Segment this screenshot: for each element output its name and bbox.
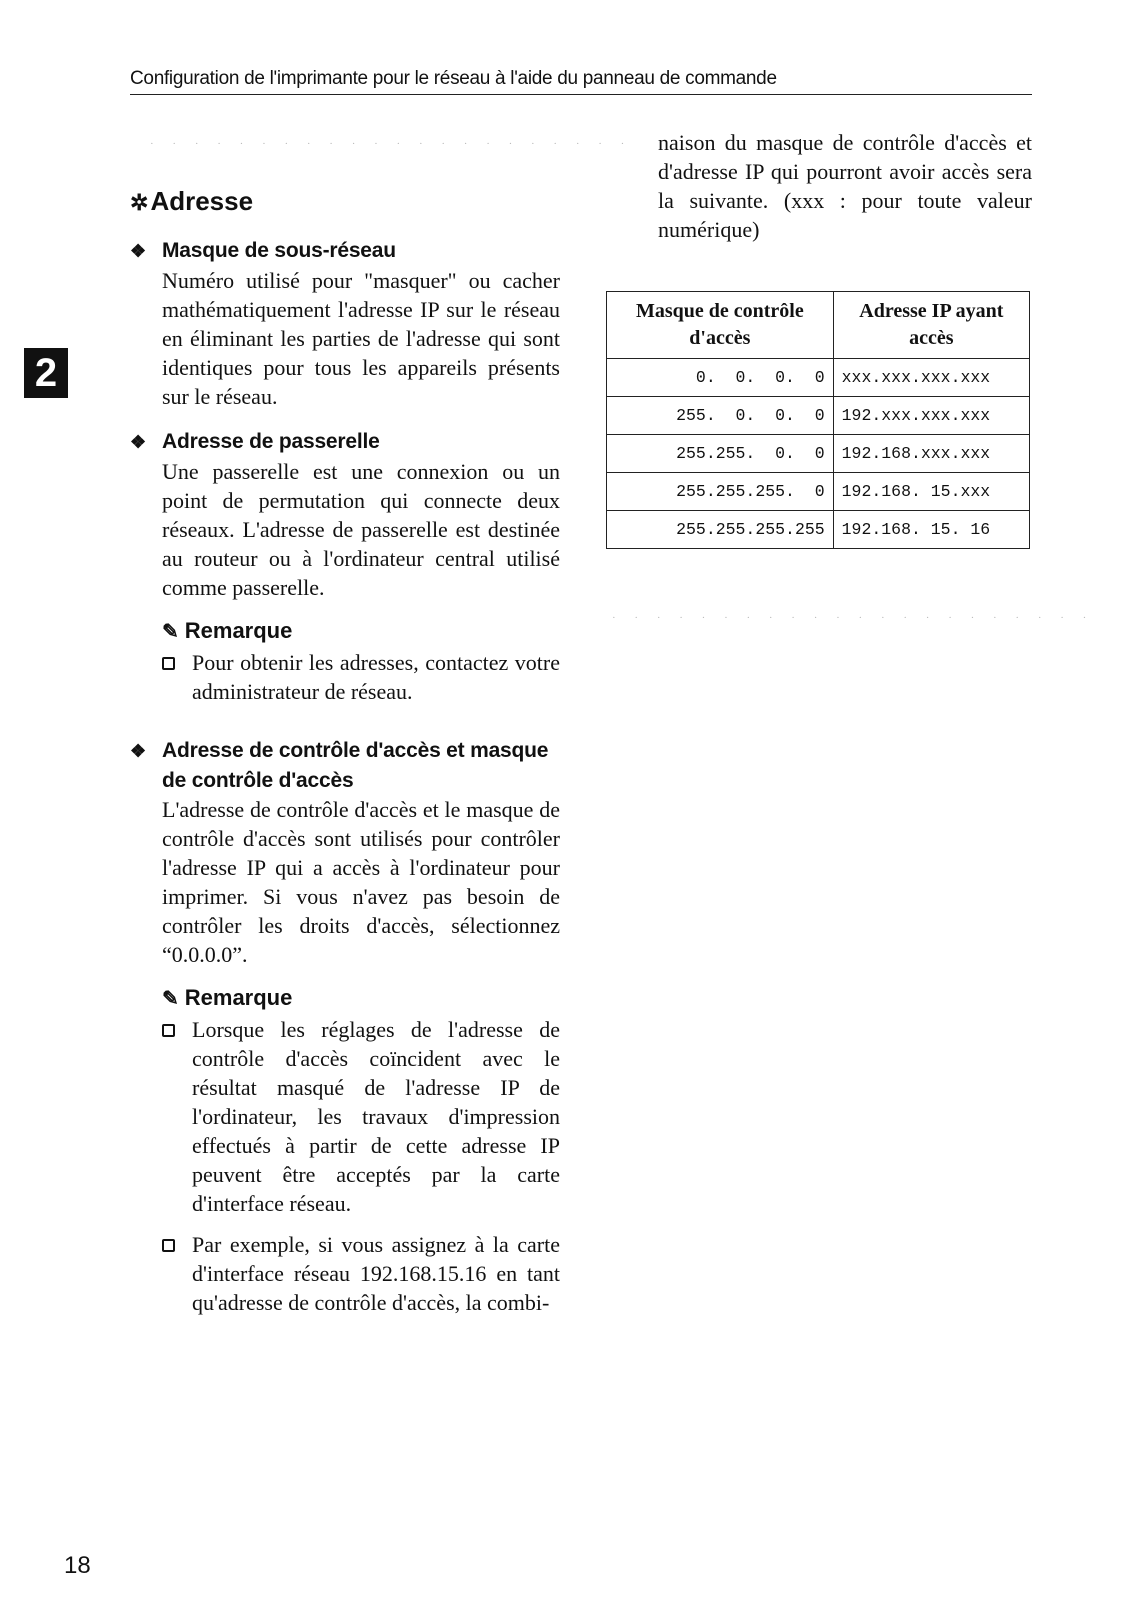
table-row [607, 511, 1030, 549]
gateway-text: Une passerelle est une connexion ou un point de permutation qui connecte deux réseaux. L'adresse de passerelle est destinée au routeur ou à l'ordinateur central utilisé comme passerelle. [162, 459, 560, 600]
pencil-icon: ✎ [162, 988, 179, 1010]
remark-heading [162, 985, 560, 1011]
page-number: 18 [64, 1552, 91, 1579]
remark-item-text: Pour obtenir les adresses, contactez votre administrateur de réseau. [192, 650, 560, 704]
right-column [658, 128, 1032, 244]
gateway-heading-text: Adresse de passerelle [162, 430, 380, 453]
address-cell: 192.168. 15. 16 [833, 511, 1029, 549]
gateway-heading [130, 427, 560, 457]
subnet-text: Numéro utilisé pour "masquer" ou cacher mathématiquement l'adresse IP sur le réseau en éliminant les parties de l'adresse qui sont identiques pour tous les appareils présents sur le réseau. [162, 268, 560, 409]
remark-item-text: Par exemple, si vous assignez à la carte d'interface réseau 192.168.15.16 en tant qu'adresse de contrôle d'accès, la combi- [192, 1232, 560, 1315]
diamond-bullet-icon: ❖ [130, 432, 146, 452]
access-heading-text: Adresse de contrôle d'accès et masque de contrôle d'accès [162, 739, 549, 792]
decorative-dots: · · · · · · · · · · · · · · · · · · · · · · [150, 138, 633, 150]
address-cell: 192.168.xxx.xxx [833, 435, 1029, 473]
access-text: L'adresse de contrôle d'accès et le masque de contrôle d'accès sont utilisés pour contrôler l'adresse IP qui a accès à l'ordinateur pour imprimer. Si vous n'avez pas besoin de contrôler les droits d'accès, sélectionnez “0.0.0.0”. [162, 797, 560, 967]
address-cell: xxx.xxx.xxx.xxx [833, 359, 1029, 397]
address-cell: 192.168. 15.xxx [833, 473, 1029, 511]
remark-item [130, 1015, 560, 1218]
decorative-dots: · · · · · · · · · · · · · · · · · · · · · · [612, 612, 1095, 624]
checkbox-icon [162, 1024, 175, 1037]
running-header: Configuration de l'imprimante pour le réseau à l'aide du panneau de commande [130, 68, 1032, 95]
diamond-bullet-icon: ❖ [130, 241, 146, 261]
table-row [607, 359, 1030, 397]
table-row [607, 397, 1030, 435]
remark-item-text: Lorsque les réglages de l'adresse de contrôle d'accès coïncident avec le résultat masqué de l'adresse IP de l'ordinateur, les travaux d'impression effectués à partir de cette adresse IP peuvent être acceptés par la carte d'interface réseau. [192, 1017, 560, 1216]
section-title [130, 186, 253, 217]
mask-cell: 255.255.255.255 [607, 511, 834, 549]
address-cell: 192.xxx.xxx.xxx [833, 397, 1029, 435]
lightbulb-icon: ✲ [130, 190, 149, 215]
checkbox-icon [162, 657, 175, 670]
left-column [130, 232, 560, 1329]
mask-cell: 0. 0. 0. 0 [607, 359, 834, 397]
access-heading [130, 736, 560, 795]
subnet-heading-text: Masque de sous-réseau [162, 239, 396, 262]
remark-item [130, 1230, 560, 1317]
diamond-bullet-icon: ❖ [130, 741, 146, 761]
remark-item [130, 648, 560, 706]
mask-cell: 255.255. 0. 0 [607, 435, 834, 473]
checkbox-icon [162, 1239, 175, 1252]
table-header-row [607, 292, 1030, 359]
remark-heading [162, 618, 560, 644]
table-row [607, 435, 1030, 473]
remark-title: Remarque [184, 985, 293, 1010]
pencil-icon: ✎ [162, 621, 179, 643]
remark-title: Remarque [184, 618, 293, 643]
access-table [606, 291, 1030, 549]
table-row [607, 473, 1030, 511]
mask-cell: 255. 0. 0. 0 [607, 397, 834, 435]
chapter-tab: 2 [24, 348, 68, 398]
section-title-text: Adresse [150, 186, 254, 216]
continuation-text: naison du masque de contrôle d'accès et d'adresse IP qui pourront avoir accès sera la suivante. (xxx : pour toute valeur numérique) [658, 130, 1032, 242]
table-header-address: Adresse IP ayant accès [833, 292, 1029, 359]
table-header-mask: Masque de contrôle d'accès [607, 292, 834, 359]
mask-cell: 255.255.255. 0 [607, 473, 834, 511]
subnet-heading [130, 236, 560, 266]
